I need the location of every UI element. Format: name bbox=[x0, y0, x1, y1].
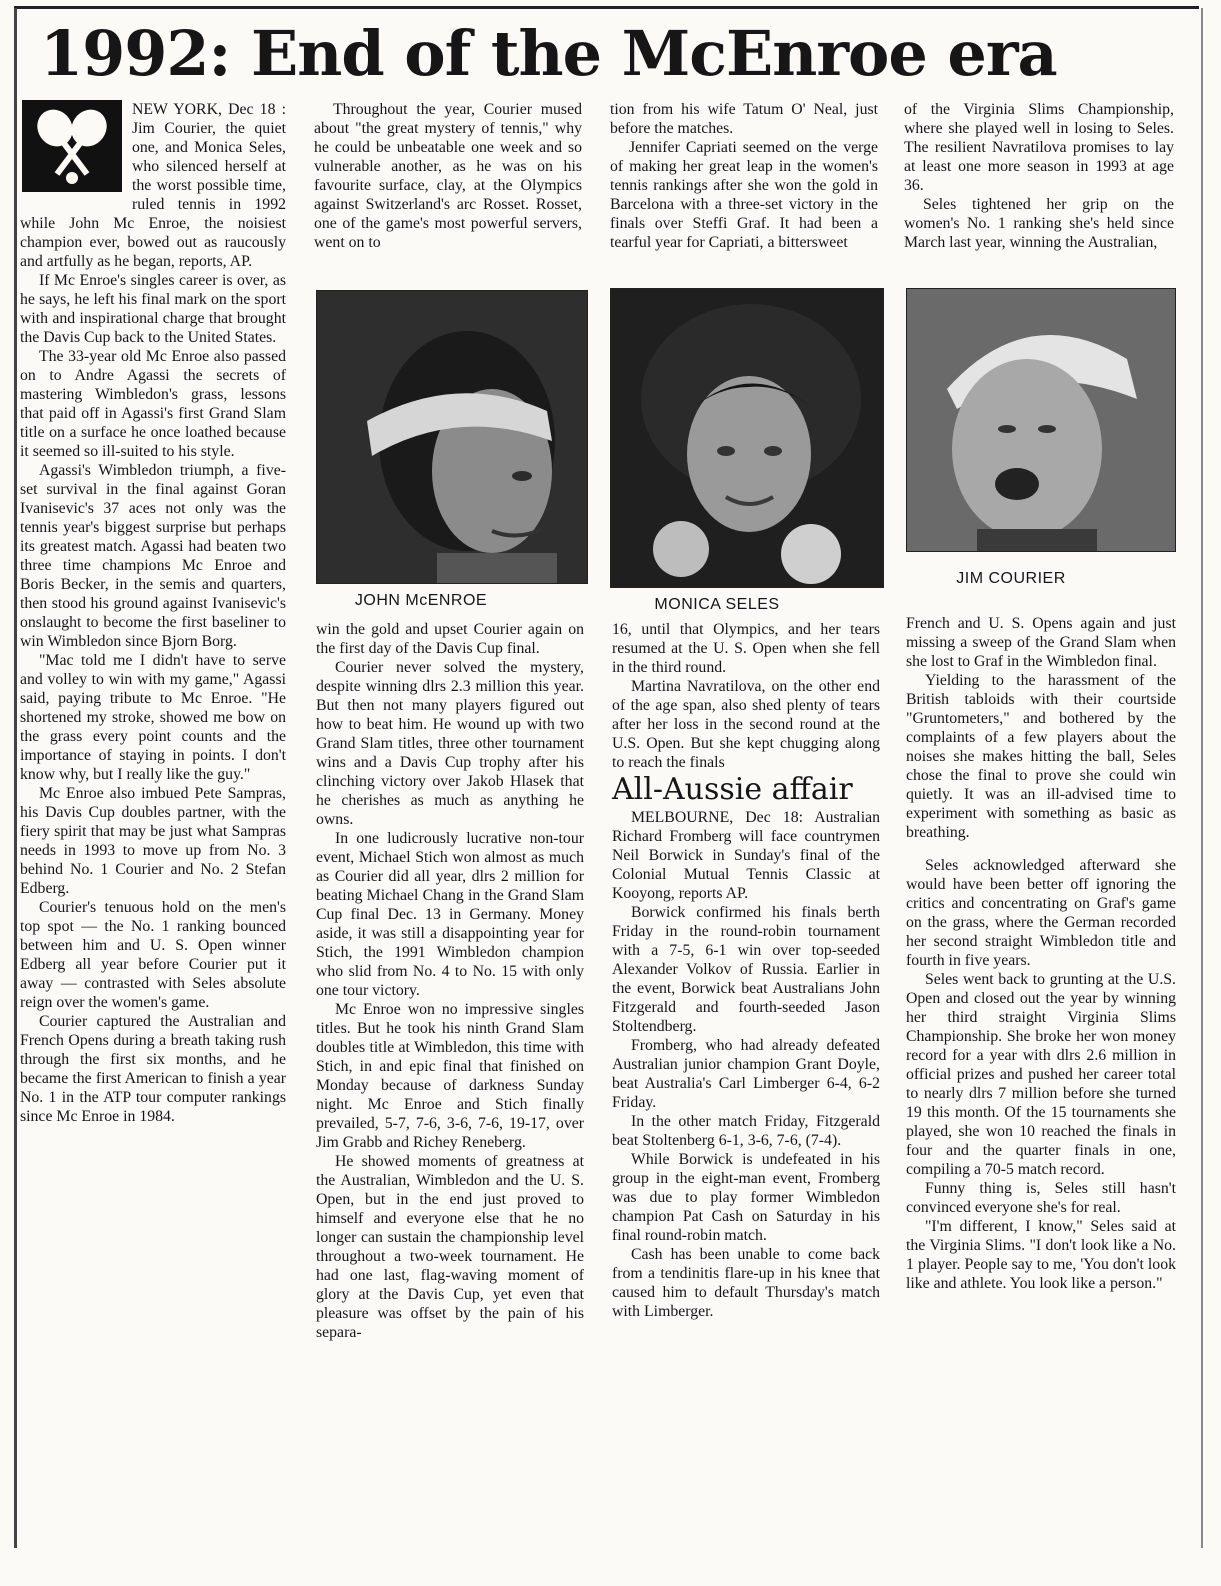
paragraph: tion from his wife Tatum O' Neal, just before the matches. bbox=[610, 101, 878, 137]
paragraph: Seles tightened her grip on the women's No. 1 ranking she's held since March last year, winning the Australian, bbox=[904, 196, 1174, 251]
paragraph: Borwick confirmed his finals berth Friday in the round-robin tournament with a 7-5, 6-1 win over top-seeded Alexander Volkov of Russia. Earlier in the event, Borwick beat Australians John Fitzgerald and fourth-seeded Jason Stoltendberg. bbox=[612, 904, 880, 1035]
subheadline: All-Aussie affair bbox=[612, 772, 853, 807]
caption-jim-courier: JIM COURIER bbox=[956, 570, 1066, 587]
paragraph: "I'm different, I know," Seles said at the Virginia Slims. "I don't look like a No. 1 player. People say to me, 'You don't look like and athlete. You look like a person." bbox=[906, 1218, 1176, 1292]
column-2-bottom bbox=[316, 620, 584, 1342]
caption-monica-seles: MONICA SELES bbox=[654, 596, 780, 613]
column-3-bottom bbox=[612, 620, 880, 1321]
paragraph: Yielding to the harassment of the British tabloids with their courtside "Gruntometers," and bothered by the complaints of a few players about the noises she makes hitting the ball, Seles chose the final to prove she could win quietly. It was an ill-advised time to experiment with something as basic as breathing. bbox=[906, 672, 1176, 841]
paragraph: Funny thing is, Seles still hasn't convinced everyone she's for real. bbox=[906, 1180, 1176, 1216]
paragraph: Agassi's Wimbledon triumph, a five-set survival in the final against Goran Ivanisevic's 37 aces not only was the tennis year's biggest surprise but perhaps its greatest match. Agassi had beaten two three time champions Mc Enroe and Boris Becker, in the semis and quarters, then stood his ground against Ivanisevic's onslaught to become the first baseliner to win Wimbledon since Bjorn Borg. bbox=[20, 462, 286, 650]
column-1 bbox=[20, 100, 286, 1126]
headline: 1992: End of the McEnroe era bbox=[40, 17, 1057, 90]
paragraph: Jennifer Capriati seemed on the verge of making her great leap in the women's tennis rankings after she won the gold in Barcelona with a three-set victory in the finals over Steffi Graf. It had been a tearful year for Capriati, a bittersweet bbox=[610, 139, 878, 251]
paragraph: of the Virginia Slims Championship, where she played well in losing to Seles. The resilient Navratilova promises to lay at least one more season in 1993 at age 36. bbox=[904, 101, 1174, 194]
caption-john-mcenroe: JOHN McENROE bbox=[354, 592, 488, 609]
paragraph: Throughout the year, Courier mused about "the great mystery of tennis," why he could be unbeatable one week and so vulnerable another, as he was on his favourite surface, clay, at the Olympics against Switzerland's arc Rosset. Rosset, one of the game's most powerful servers, went on to bbox=[314, 101, 582, 251]
paragraph: Martina Navratilova, on the other end of the age span, also shed plenty of tears after her loss in the second round at the U.S. Open. But she kept chugging along to reach the finals bbox=[612, 678, 880, 771]
column-4-bottom bbox=[906, 614, 1176, 1293]
paragraph: Courier never solved the mystery, despite winning dlrs 2.3 million this year. But then not many players figured out how to beat him. He wound up with two Grand Slam titles, three other tournament wins and a Davis Cup trophy after his clinching victory over Jakob Hlasek that he cherishes as much as anything he owns. bbox=[316, 659, 584, 828]
paragraph: Mc Enroe also imbued Pete Sampras, his Davis Cup doubles partner, with the fiery spirit that may be just what Sampras needs in 1993 to move up from No. 3 behind No. 1 Courier and No. 2 Stefan Edberg. bbox=[20, 785, 286, 897]
paragraph: Courier's tenuous hold on the men's top spot — the No. 1 ranking bounced between him and U. S. Open winner Edberg all year before Courier put it away — contrasted with Seles absolute reign over the women's game. bbox=[20, 899, 286, 1011]
paragraph: Fromberg, who had already defeated Australian junior champion Grant Doyle, beat Australia's Carl Limberger 6-4, 6-2 Friday. bbox=[612, 1037, 880, 1111]
paragraph: While Borwick is undefeated in his group in the eight-man event, Fromberg was due to play former Wimbledon champion Pat Cash on Saturday in his final round-robin match. bbox=[612, 1151, 880, 1244]
paragraph: The 33-year old Mc Enroe also passed on to Andre Agassi the secrets of mastering Wimbledon's grass, lessons that paid off in Agassi's first Grand Slam title on a surface he once loathed because it seemed so ill-suited to his style. bbox=[20, 348, 286, 460]
column-2-top bbox=[314, 100, 582, 252]
paragraph: 16, until that Olympics, and her tears resumed at the U. S. Open when she fell in the third round. bbox=[612, 621, 880, 676]
right-border bbox=[1201, 8, 1203, 1548]
tennis-logo-icon bbox=[22, 100, 122, 192]
paragraph: If Mc Enroe's singles career is over, as he says, he left his final mark on the sport with and inspirational charge that brought the Davis Cup back to the United States. bbox=[20, 272, 286, 346]
photo-jim-courier bbox=[906, 288, 1176, 552]
top-rule bbox=[14, 6, 1199, 9]
paragraph: MELBOURNE, Dec 18: Australian Richard Fromberg will face countrymen Neil Borwick in Sunday's final of the Colonial Mutual Tennis Classic at Kooyong, reports AP. bbox=[612, 809, 880, 902]
photo-monica-seles bbox=[610, 288, 884, 588]
left-border bbox=[14, 8, 17, 1548]
paragraph: Mc Enroe won no impressive singles titles. But he took his ninth Grand Slam doubles title at Wimbledon, this time with Stich, in and epic final that finished on Monday because of darkness Sunday night. Mc Enroe and Stich finally prevailed, 5-7, 7-6, 3-6, 7-6, 19-17, over Jim Grabb and Richey Reneberg. bbox=[316, 1001, 584, 1151]
paragraph: He showed moments of greatness at the Australian, Wimbledon and the U. S. Open, but in the end just proved to himself and everyone else that he no longer can sustain the championship level throughout a two-week tournament. He had one last, flag-waving moment of glory at the Davis Cup, yet even that pleasure was offset by the pain of his separa- bbox=[316, 1153, 584, 1341]
paragraph: In the other match Friday, Fitzgerald beat Stoltenberg 6-1, 3-6, 7-6, (7-4). bbox=[612, 1113, 880, 1149]
photo-john-mcenroe bbox=[316, 290, 588, 584]
paragraph: Seles acknowledged afterward she would have been better off ignoring the critics and concentrating on Graf's game on the grass, where the German recorded her second straight Wimbledon title and fourth in five years. bbox=[906, 857, 1176, 969]
paragraph: NEW YORK, Dec 18 : Jim Courier, the quiet one, and Monica Seles, who silenced herself at the worst possible time, ruled tennis in 1992 while John Mc Enroe, the noisiest champion ever, bowed out as raucously and artfully as he began, reports, AP. bbox=[20, 101, 286, 270]
paragraph: win the gold and upset Courier again on the first day of the Davis Cup final. bbox=[316, 621, 584, 657]
paragraph: "Mac told me I didn't have to serve and volley to win with my game," Agassi said, paying tribute to Mc Enroe. "He shortened my stroke, showed me bow on the grass every point counts and the importance of staying in points. I don't know why, but I really like the guy." bbox=[20, 652, 286, 783]
paragraph: French and U. S. Opens again and just missing a sweep of the Grand Slam when she lost to Graf in the Wimbledon final. bbox=[906, 615, 1176, 670]
paragraph: Cash has been unable to come back from a tendinitis flare-up in his knee that caused him to default Thursday's match with Limberger. bbox=[612, 1246, 880, 1320]
paragraph: Courier captured the Australian and French Opens during a breath taking rush through the first six months, and he became the first American to finish a year No. 1 in the ATP tour computer rankings since Mc Enroe in 1984. bbox=[20, 1013, 286, 1125]
paragraph: In one ludicrously lucrative non-tour event, Michael Stich won almost as much as Courier did all year, dlrs 2 million for beating Michael Chang in the Grand Slam Cup final Dec. 13 in Germany. Money aside, it was still a disappointing year for Stich, the 1991 Wimbledon champion who slid from No. 4 to No. 15 with only one tour victory. bbox=[316, 830, 584, 999]
column-4-top bbox=[904, 100, 1174, 252]
column-3-top bbox=[610, 100, 878, 252]
paragraph: Seles went back to grunting at the U.S. Open and closed out the year by winning her third straight Virginia Slims Championship. She broke her won money record for a year with dlrs 2.6 million in official prizes and pushed her career total to nearly dlrs 7 million before she turned 19 this month. Of the 15 tournaments she played, she won 10 reached the finals in four and the quarter finals in one, compiling a 70-5 match record. bbox=[906, 971, 1176, 1178]
